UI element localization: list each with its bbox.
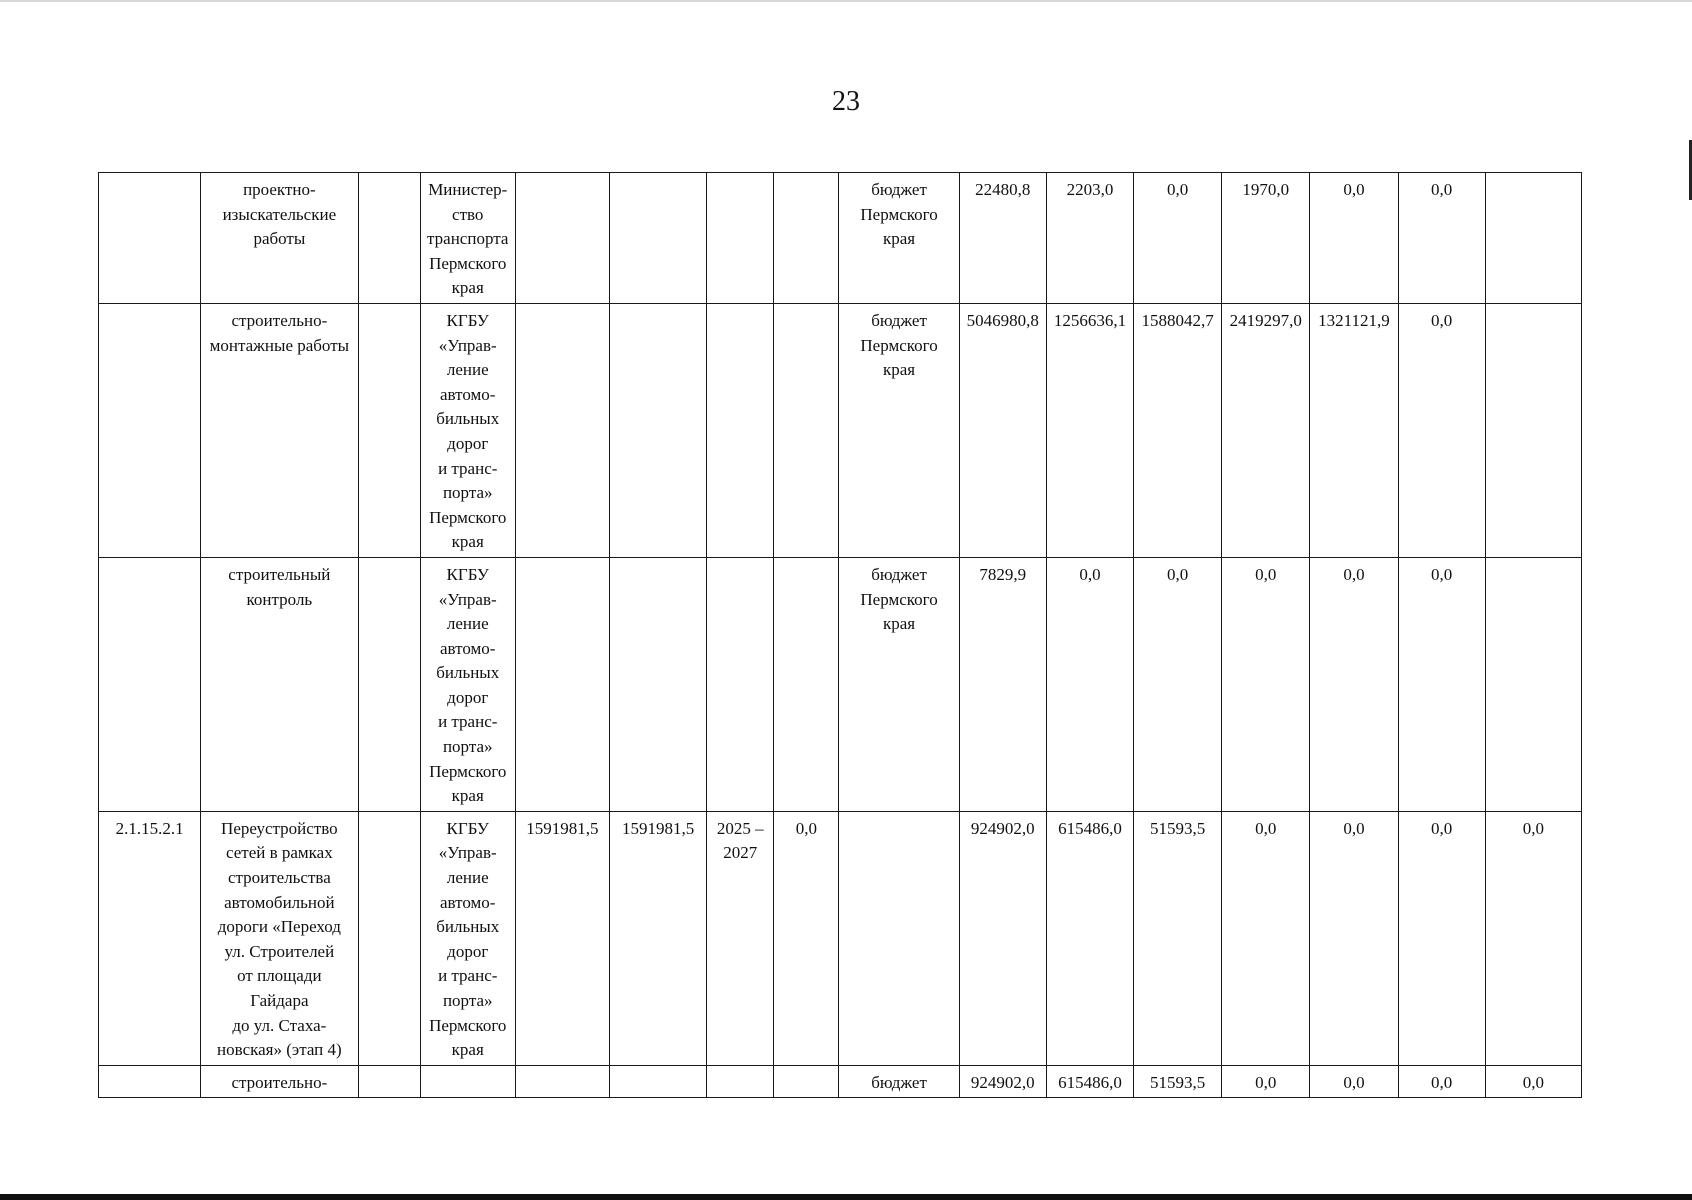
cell-text-line: порта» bbox=[442, 991, 493, 1010]
value-cell: 51593,5 bbox=[1134, 1065, 1222, 1098]
value-cell: 22480,8 bbox=[959, 173, 1046, 304]
cell-text-line: края bbox=[451, 786, 484, 806]
value-cell: 0,0 bbox=[1485, 811, 1581, 1065]
period-cell bbox=[707, 1065, 774, 1098]
code-cell bbox=[99, 1065, 201, 1098]
cell-text-line: КГБУ bbox=[446, 564, 489, 584]
value-cell: 0,0 bbox=[1046, 557, 1133, 811]
cell-text-line: 2025 – bbox=[716, 818, 764, 838]
name-cell bbox=[201, 557, 358, 811]
executor-cell bbox=[420, 557, 515, 811]
cell-text-line: КГБУ bbox=[446, 310, 489, 330]
value-cell: 5046980,8 bbox=[959, 303, 1046, 557]
readiness-cell: 0,0 bbox=[774, 811, 839, 1065]
cell-text-line: края bbox=[883, 614, 916, 634]
total-cost-cell bbox=[515, 173, 609, 304]
name-cell bbox=[201, 1065, 358, 1098]
cell-text-line: Гайдара bbox=[250, 991, 309, 1010]
empty-cell bbox=[358, 811, 420, 1065]
estimated-cost-cell bbox=[610, 173, 707, 304]
cell-text-line: края bbox=[451, 278, 484, 298]
readiness-cell bbox=[774, 173, 839, 304]
cell-text-line: «Управ- bbox=[438, 335, 497, 355]
value-cell: 0,0 bbox=[1398, 303, 1485, 557]
value-cell: 924902,0 bbox=[959, 1065, 1046, 1098]
value-cell: 0,0 bbox=[1222, 557, 1310, 811]
scan-bottom-edge bbox=[0, 1194, 1692, 1200]
value-cell bbox=[1485, 173, 1581, 304]
table-row bbox=[99, 811, 1582, 1065]
cell-text-line: Пермского bbox=[429, 761, 507, 781]
cell-text-line: ление bbox=[446, 868, 489, 888]
cell-text-line: бильных bbox=[436, 663, 500, 683]
value-cell: 0,0 bbox=[1310, 1065, 1398, 1098]
cell-text-line: Пермского bbox=[860, 204, 938, 224]
readiness-cell bbox=[774, 303, 839, 557]
executor-cell bbox=[420, 303, 515, 557]
cell-text-line: бюджет bbox=[871, 1072, 927, 1092]
page-number: 23 bbox=[832, 86, 860, 117]
cell-text-line: строительства bbox=[227, 868, 331, 888]
cell-text-line: ство bbox=[452, 204, 484, 224]
table-row bbox=[99, 1065, 1582, 1098]
value-cell: 0,0 bbox=[1222, 811, 1310, 1065]
cell-text-line: «Управ- bbox=[438, 843, 497, 863]
estimated-cost-cell bbox=[610, 1065, 707, 1098]
cell-text-line: Переустройство bbox=[221, 818, 338, 838]
cell-text-line: изыскательские bbox=[222, 204, 337, 224]
scan-top-edge bbox=[0, 0, 1692, 2]
cell-text-line: ление bbox=[446, 360, 489, 380]
total-cost-cell bbox=[515, 1065, 609, 1098]
cell-text-line: и транс- bbox=[438, 458, 498, 478]
cell-text-line: «Управ- bbox=[438, 589, 497, 609]
cell-text-line: бюджет bbox=[871, 310, 927, 330]
total-cost-cell bbox=[515, 557, 609, 811]
executor-cell bbox=[420, 811, 515, 1065]
source-cell bbox=[839, 1065, 959, 1098]
value-cell: 1256636,1 bbox=[1046, 303, 1133, 557]
executor-cell bbox=[420, 173, 515, 304]
table-row bbox=[99, 557, 1582, 811]
readiness-cell bbox=[774, 1065, 839, 1098]
cell-text-line: сетей в рамках bbox=[225, 843, 333, 863]
source-cell bbox=[839, 557, 959, 811]
value-cell bbox=[1485, 303, 1581, 557]
cell-text-line: Пермского bbox=[860, 335, 938, 355]
cell-text-line: автомо- bbox=[440, 384, 496, 404]
cell-text-line: и транс- bbox=[438, 966, 498, 986]
name-cell bbox=[201, 303, 358, 557]
cell-text-line: бюджет bbox=[871, 564, 927, 584]
cell-text-line: бильных bbox=[436, 917, 500, 937]
cell-text-line: края bbox=[451, 1040, 484, 1060]
value-cell bbox=[1485, 557, 1581, 811]
cell-text-line: края bbox=[883, 360, 916, 380]
value-cell: 51593,5 bbox=[1134, 811, 1222, 1065]
value-cell: 0,0 bbox=[1398, 1065, 1485, 1098]
cell-text-line: до ул. Стаха- bbox=[232, 1015, 327, 1035]
code-cell bbox=[99, 557, 201, 811]
cell-text-line: бильных bbox=[436, 409, 500, 429]
cell-text-line: дорог bbox=[447, 433, 489, 453]
total-cost-cell: 1591981,5 bbox=[515, 811, 609, 1065]
value-cell: 0,0 bbox=[1398, 173, 1485, 304]
period-cell bbox=[707, 811, 774, 1065]
value-cell: 2203,0 bbox=[1046, 173, 1133, 304]
cell-text-line: Пермского bbox=[429, 507, 507, 527]
cell-text-line: от площади bbox=[237, 966, 322, 986]
code-cell: 2.1.15.2.1 bbox=[99, 811, 201, 1065]
source-cell bbox=[839, 811, 959, 1065]
cell-text-line: Пермского bbox=[860, 589, 938, 609]
value-cell: 924902,0 bbox=[959, 811, 1046, 1065]
empty-cell bbox=[358, 303, 420, 557]
cell-text-line: Пермского bbox=[429, 253, 507, 273]
cell-text-line: порта» bbox=[442, 483, 493, 503]
value-cell: 7829,9 bbox=[959, 557, 1046, 811]
total-cost-cell bbox=[515, 303, 609, 557]
cell-text-line: монтажные работы bbox=[209, 335, 350, 355]
period-cell bbox=[707, 303, 774, 557]
cell-text-line: строительно- bbox=[231, 1072, 328, 1092]
period-cell bbox=[707, 173, 774, 304]
value-cell: 0,0 bbox=[1398, 811, 1485, 1065]
cell-text-line: и транс- bbox=[438, 712, 498, 732]
table-row bbox=[99, 173, 1582, 304]
cell-text-line: дорог bbox=[447, 687, 489, 707]
cell-text-line: строительный bbox=[228, 564, 331, 584]
empty-cell bbox=[358, 557, 420, 811]
source-cell bbox=[839, 303, 959, 557]
value-cell: 1588042,7 bbox=[1134, 303, 1222, 557]
cell-text-line: автомо- bbox=[440, 638, 496, 658]
value-cell: 0,0 bbox=[1134, 557, 1222, 811]
value-cell: 0,0 bbox=[1485, 1065, 1581, 1098]
table-row bbox=[99, 303, 1582, 557]
cell-text-line: Министер- bbox=[428, 180, 508, 199]
cell-text-line: края bbox=[451, 532, 484, 552]
cell-text-line: порта» bbox=[442, 737, 493, 757]
name-cell bbox=[201, 811, 358, 1065]
value-cell: 1321121,9 bbox=[1310, 303, 1398, 557]
estimated-cost-cell: 1591981,5 bbox=[610, 811, 707, 1065]
cell-text-line: ул. Строителей bbox=[224, 941, 335, 961]
source-cell bbox=[839, 173, 959, 304]
cell-text-line: края bbox=[883, 229, 916, 249]
empty-cell bbox=[358, 173, 420, 304]
budget-table bbox=[98, 172, 1582, 1098]
executor-cell bbox=[420, 1065, 515, 1098]
value-cell: 0,0 bbox=[1398, 557, 1485, 811]
cell-text-line: 2027 bbox=[723, 843, 758, 863]
cell-text-line: КГБУ bbox=[446, 818, 489, 838]
value-cell: 0,0 bbox=[1310, 173, 1398, 304]
name-cell bbox=[201, 173, 358, 304]
estimated-cost-cell bbox=[610, 557, 707, 811]
value-cell: 0,0 bbox=[1310, 557, 1398, 811]
cell-text-line: дорог bbox=[447, 941, 489, 961]
cell-text-line: автомобильной bbox=[224, 892, 335, 912]
cell-text-line: автомо- bbox=[440, 892, 496, 912]
value-cell: 2419297,0 bbox=[1222, 303, 1310, 557]
cell-text-line: дороги «Переход bbox=[217, 917, 341, 937]
value-cell: 0,0 bbox=[1310, 811, 1398, 1065]
cell-text-line: новская» (этап 4) bbox=[217, 1040, 342, 1060]
estimated-cost-cell bbox=[610, 303, 707, 557]
code-cell bbox=[99, 173, 201, 304]
empty-cell bbox=[358, 1065, 420, 1098]
cell-text-line: строительно- bbox=[231, 310, 328, 330]
value-cell: 615486,0 bbox=[1046, 811, 1133, 1065]
cell-text-line: бюджет bbox=[871, 180, 927, 199]
cell-text-line: проектно- bbox=[243, 180, 316, 199]
cell-text-line: работы bbox=[253, 229, 306, 249]
value-cell: 0,0 bbox=[1134, 173, 1222, 304]
period-cell bbox=[707, 557, 774, 811]
cell-text-line: контроль bbox=[246, 589, 313, 609]
cell-text-line: Пермского bbox=[429, 1015, 507, 1035]
cell-text-line: ление bbox=[446, 614, 489, 634]
code-cell bbox=[99, 303, 201, 557]
readiness-cell bbox=[774, 557, 839, 811]
value-cell: 0,0 bbox=[1222, 1065, 1310, 1098]
cell-text-line: транспорта bbox=[427, 229, 509, 249]
value-cell: 1970,0 bbox=[1222, 173, 1310, 304]
value-cell: 615486,0 bbox=[1046, 1065, 1133, 1098]
